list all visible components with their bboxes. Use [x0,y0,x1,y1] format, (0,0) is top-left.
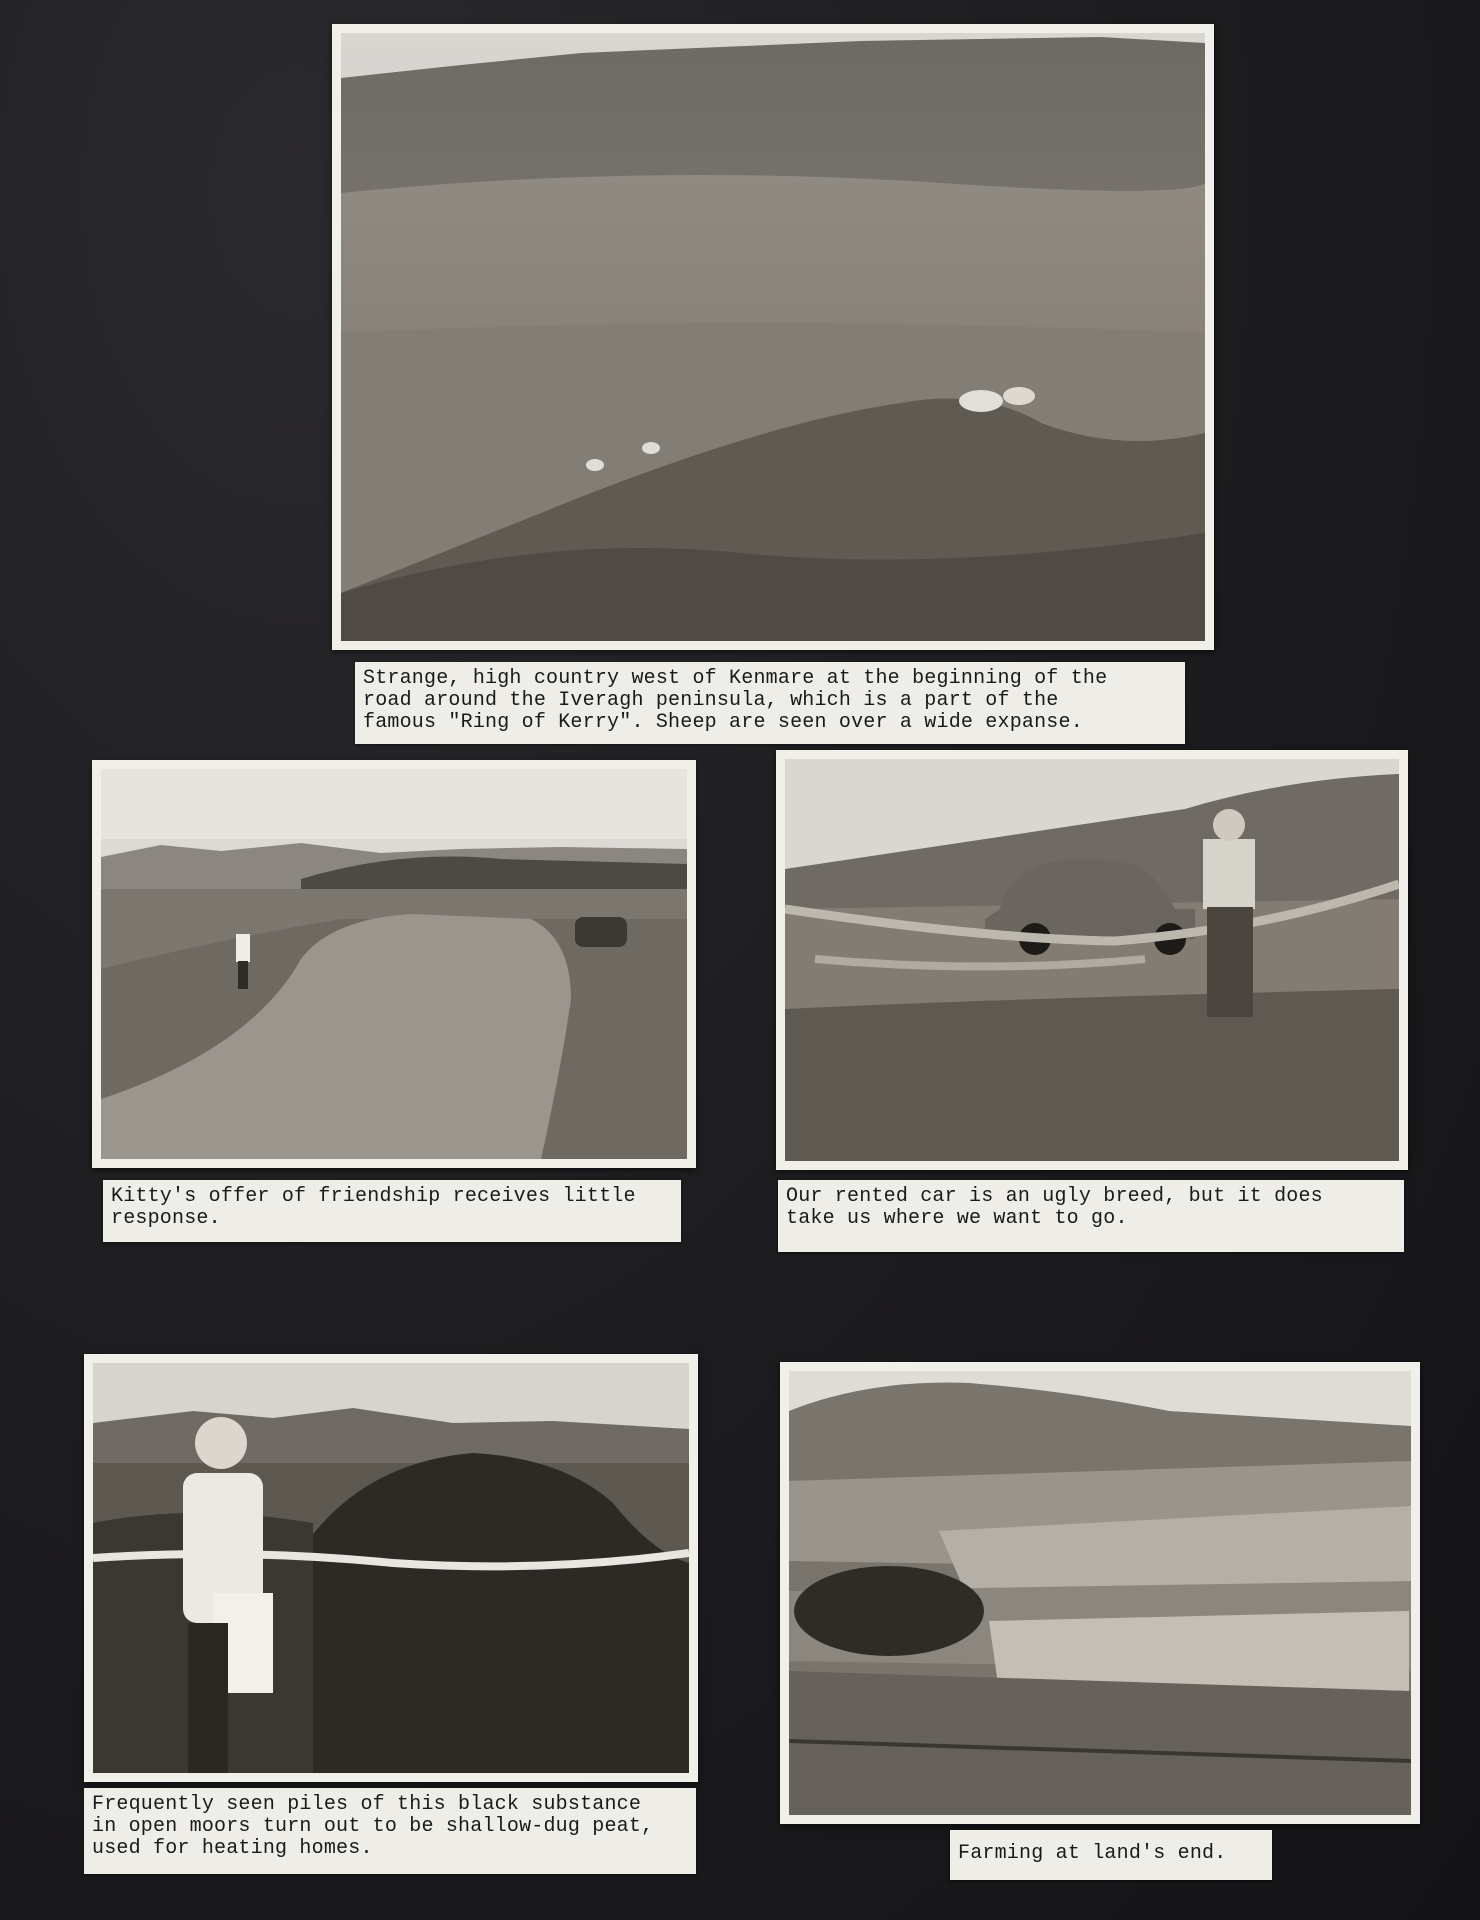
caption-farming: Farming at land's end. [950,1830,1272,1880]
photo-peat [84,1354,698,1782]
caption-peat: Frequently seen piles of this black substance in open moors turn out to be shallow-dug peat, used for heating homes. [84,1788,696,1874]
photo-road-woman [92,760,696,1168]
car-image [785,759,1399,1161]
photo-man-car [776,750,1408,1170]
landscape-image [341,33,1205,641]
caption-high-country: Strange, high country west of Kenmare at the beginning of the road around the Iveragh peninsula, which is a part of the famous "Ring of Kerry". Sheep are seen over a wide expanse. [355,662,1185,744]
photo-farming [780,1362,1420,1824]
photo-high-country [332,24,1214,650]
caption-man-car: Our rented car is an ugly breed, but it does take us where we want to go. [778,1180,1404,1252]
farming-image [789,1371,1411,1815]
peat-image [93,1363,689,1773]
caption-road-woman: Kitty's offer of friendship receives little response. [103,1180,681,1242]
road-image [101,769,687,1159]
